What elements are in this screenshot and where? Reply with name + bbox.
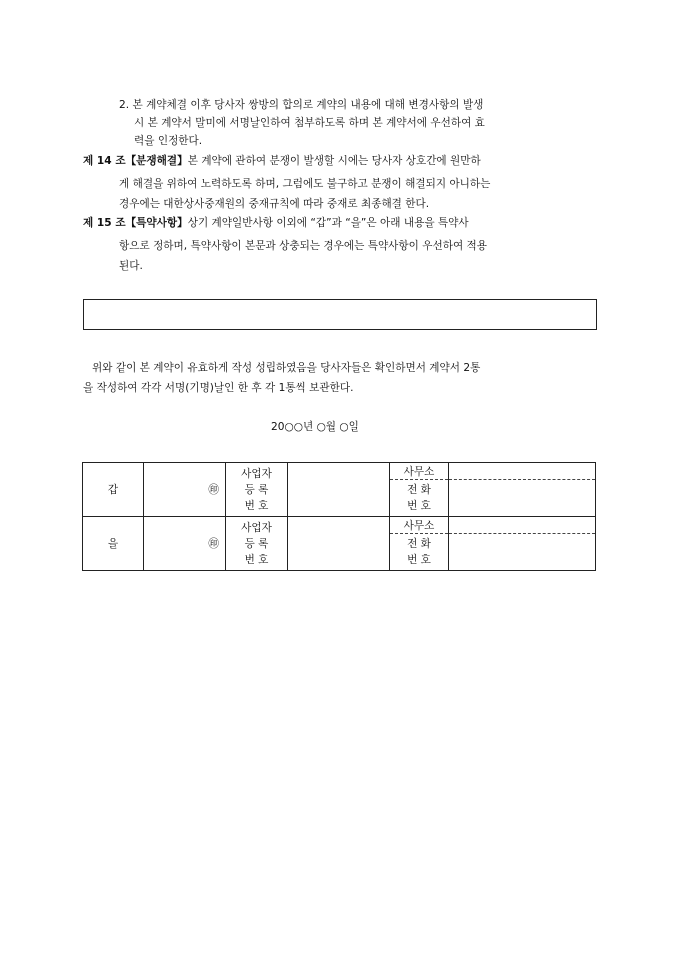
- item2-line1: 2. 본 계약체결 이후 당사자 쌍방의 합의로 계약의 내용에 대해 변경사항의 발생: [119, 99, 484, 111]
- closing-line2: 을 작성하여 각각 서명(기명)날인 한 후 각 1통씩 보관한다.: [83, 382, 354, 394]
- office-phone-value: [449, 463, 596, 517]
- reg-number-label: [226, 517, 288, 571]
- phone-label-line: 전 화: [407, 484, 431, 496]
- closing-line1: 위와 같이 본 계약이 유효하게 작성 성립하였음을 당사자들은 확인하면서 계약서 2통: [92, 362, 481, 374]
- date-line: 20○○년 ○월 ○일: [271, 421, 359, 433]
- article14-heading: 제 14 조【분쟁해결】: [83, 155, 188, 167]
- article14-line2: 게 해결을 위하여 노력하도록 하며, 그럼에도 불구하고 분쟁이 해결되지 아니하는: [119, 178, 491, 190]
- reg-label-line: 등 록: [244, 483, 269, 496]
- article14-line3: 경우에는 대한상사중재원의 중재규칙에 따라 중재로 최종해결 한다.: [119, 198, 430, 210]
- phone-label-line: 번 호: [407, 500, 431, 512]
- party-row-gap: [83, 463, 596, 517]
- reg-number-value: [288, 517, 390, 571]
- office-phone-value: [449, 517, 596, 571]
- phone-label-line: 전 화: [407, 538, 431, 550]
- article14-text1: 본 계약에 관하여 분쟁이 발생할 시에는 당사자 상호간에 원만하: [187, 155, 481, 167]
- reg-number-label: [226, 463, 288, 517]
- seal-mark: ㊞: [144, 517, 226, 571]
- reg-label-line: 등 록: [244, 537, 269, 550]
- reg-number-value: [288, 463, 390, 517]
- signature-table: [82, 462, 596, 571]
- office-label: 사무소: [403, 519, 435, 532]
- article15-heading: 제 15 조【특약사항】: [83, 217, 188, 229]
- seal-mark: ㊞: [144, 463, 226, 517]
- article15-text1: 상기 계약일반사항 이외에 “갑”과 “을”은 아래 내용을 특약사: [187, 217, 469, 229]
- item2-line3: 력을 인정한다.: [134, 135, 203, 147]
- phone-label-line: 번 호: [407, 554, 431, 566]
- reg-label-line: 번 호: [244, 499, 269, 512]
- article14-line1: [83, 153, 481, 169]
- item2-line2: 시 본 계약서 말미에 서명날인하여 첨부하도록 하며 본 계약서에 우선하여 효: [134, 117, 485, 129]
- article15-line3: 된다.: [119, 260, 143, 272]
- party-name: 을: [83, 517, 144, 571]
- party-row-eul: [83, 517, 596, 571]
- special-terms-box: [83, 299, 597, 330]
- reg-label-line: 번 호: [244, 553, 269, 566]
- reg-label-line: 사업자: [241, 467, 272, 480]
- reg-label-line: 사업자: [241, 521, 272, 534]
- office-phone-label: [390, 463, 449, 517]
- office-phone-label: [390, 517, 449, 571]
- article15-line1: [83, 215, 469, 231]
- office-label: 사무소: [403, 465, 435, 478]
- party-name: 갑: [83, 463, 144, 517]
- article15-line2: 항으로 정하며, 특약사항이 본문과 상충되는 경우에는 특약사항이 우선하여 적용: [119, 240, 488, 252]
